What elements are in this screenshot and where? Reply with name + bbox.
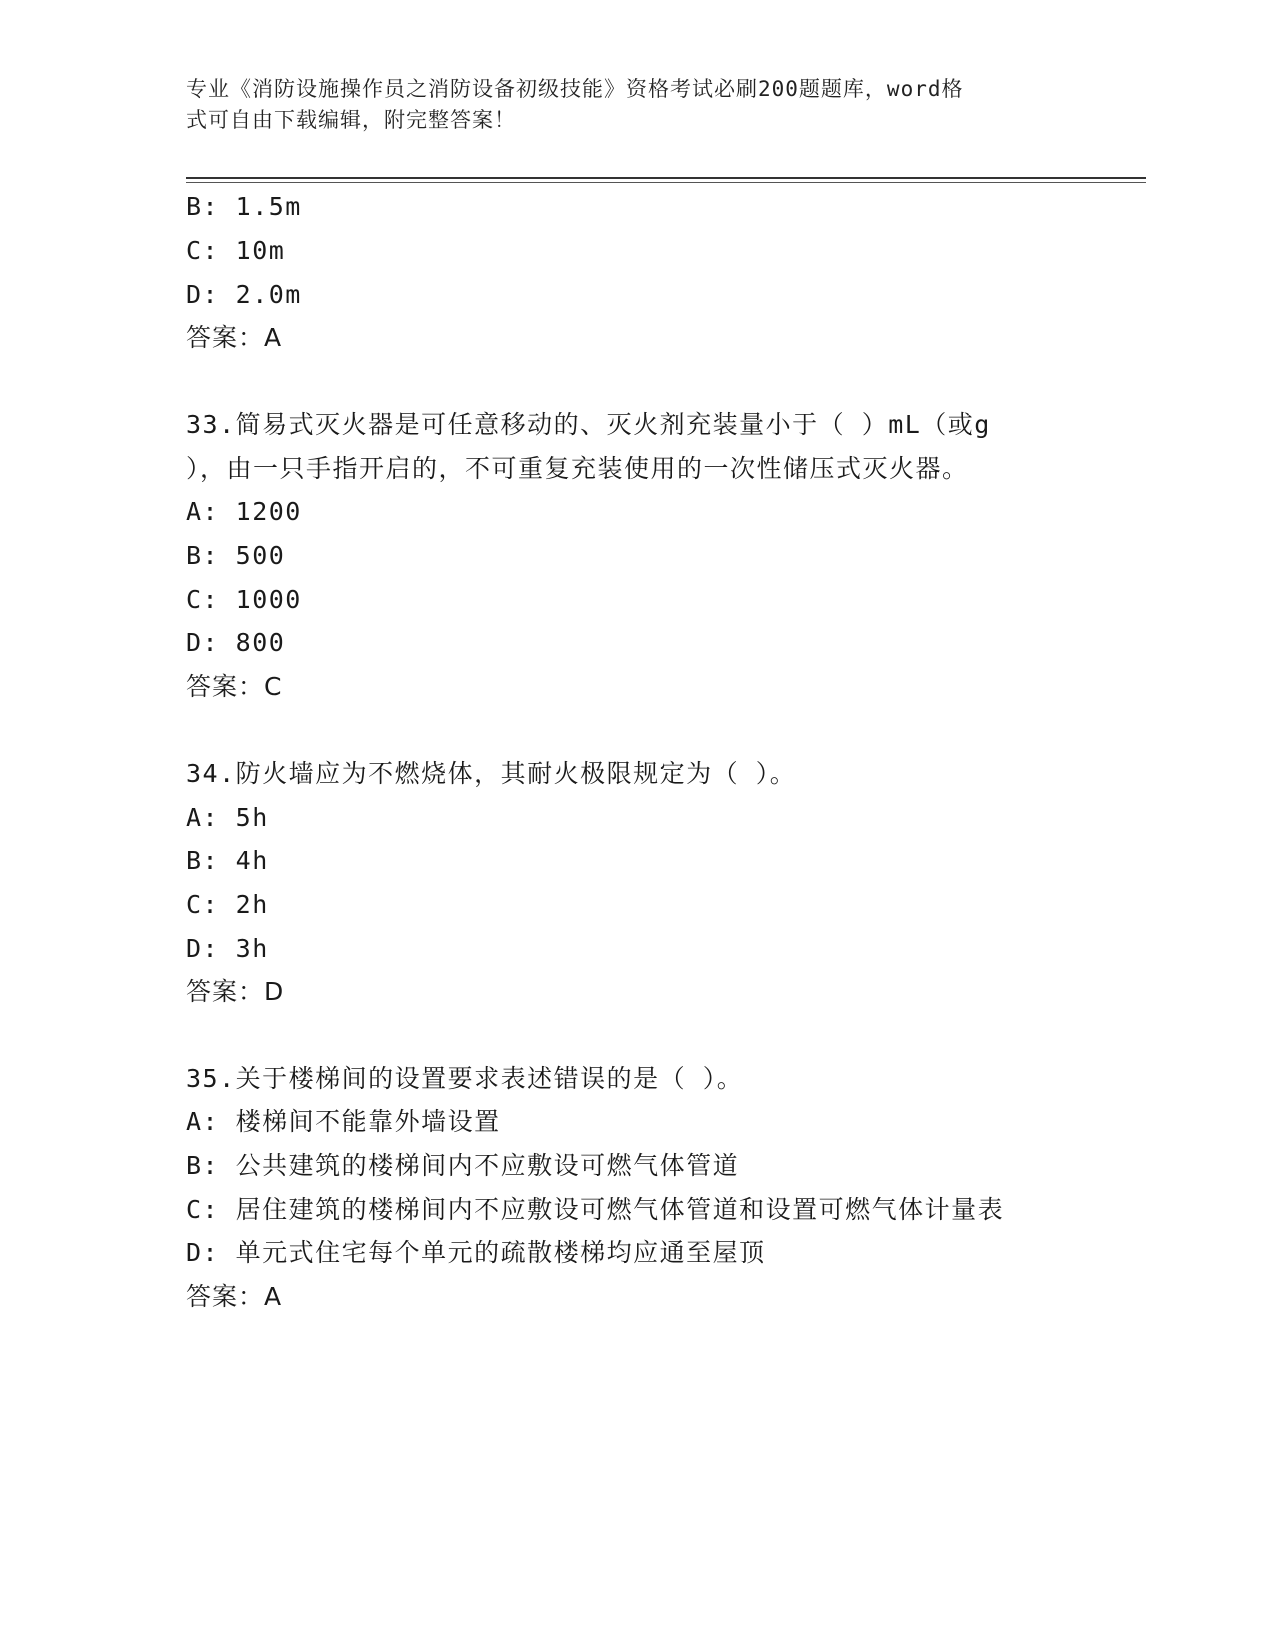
q33-stem-line-1: 33.简易式灭火器是可任意移动的、灭火剂充装量小于（ ）mL（或g [186,410,991,439]
q34-option-d: D: 3h [186,934,269,963]
q33-option-a: A: 1200 [186,497,302,526]
q34-option-a: A: 5h [186,803,269,832]
q35-option-c: C: 居住建筑的楼梯间内不应敷设可燃气体管道和设置可燃气体计量表 [186,1195,1005,1224]
q35-answer: 答案：A [186,1282,283,1311]
prev-option-d: D: 2.0m [186,280,302,309]
prev-option-c: C: 10m [186,236,286,265]
document-header [186,74,1076,136]
prev-option-b: B: 1.5m [186,192,302,221]
q33-answer: 答案：C [186,672,283,701]
q34-answer: 答案：D [186,977,285,1006]
header-divider-thick [186,177,1146,179]
q35-stem: 35.关于楼梯间的设置要求表述错误的是（ ）。 [186,1064,744,1093]
header-divider-thin [186,182,1146,183]
q34-option-c: C: 2h [186,890,269,919]
q33-option-b: B: 500 [186,541,286,570]
q34-option-b: B: 4h [186,846,269,875]
q33-stem-line-2: ），由一只手指开启的，不可重复充装使用的一次性储压式灭火器。 [186,454,969,483]
header-line-2: 式可自由下载编辑，附完整答案！ [186,108,516,132]
q34-stem: 34.防火墙应为不燃烧体，其耐火极限规定为（ ）。 [186,759,797,788]
prev-answer: 答案：A [186,323,283,352]
q33-option-d: D: 800 [186,628,286,657]
q35-option-b: B: 公共建筑的楼梯间内不应敷设可燃气体管道 [186,1151,740,1180]
q35-option-a: A: 楼梯间不能靠外墙设置 [186,1107,501,1136]
q35-option-d: D: 单元式住宅每个单元的疏散楼梯均应通至屋顶 [186,1238,766,1267]
header-line-1: 专业《消防设施操作员之消防设备初级技能》资格考试必刷200题题库，word格 [186,77,964,101]
q33-option-c: C: 1000 [186,585,302,614]
